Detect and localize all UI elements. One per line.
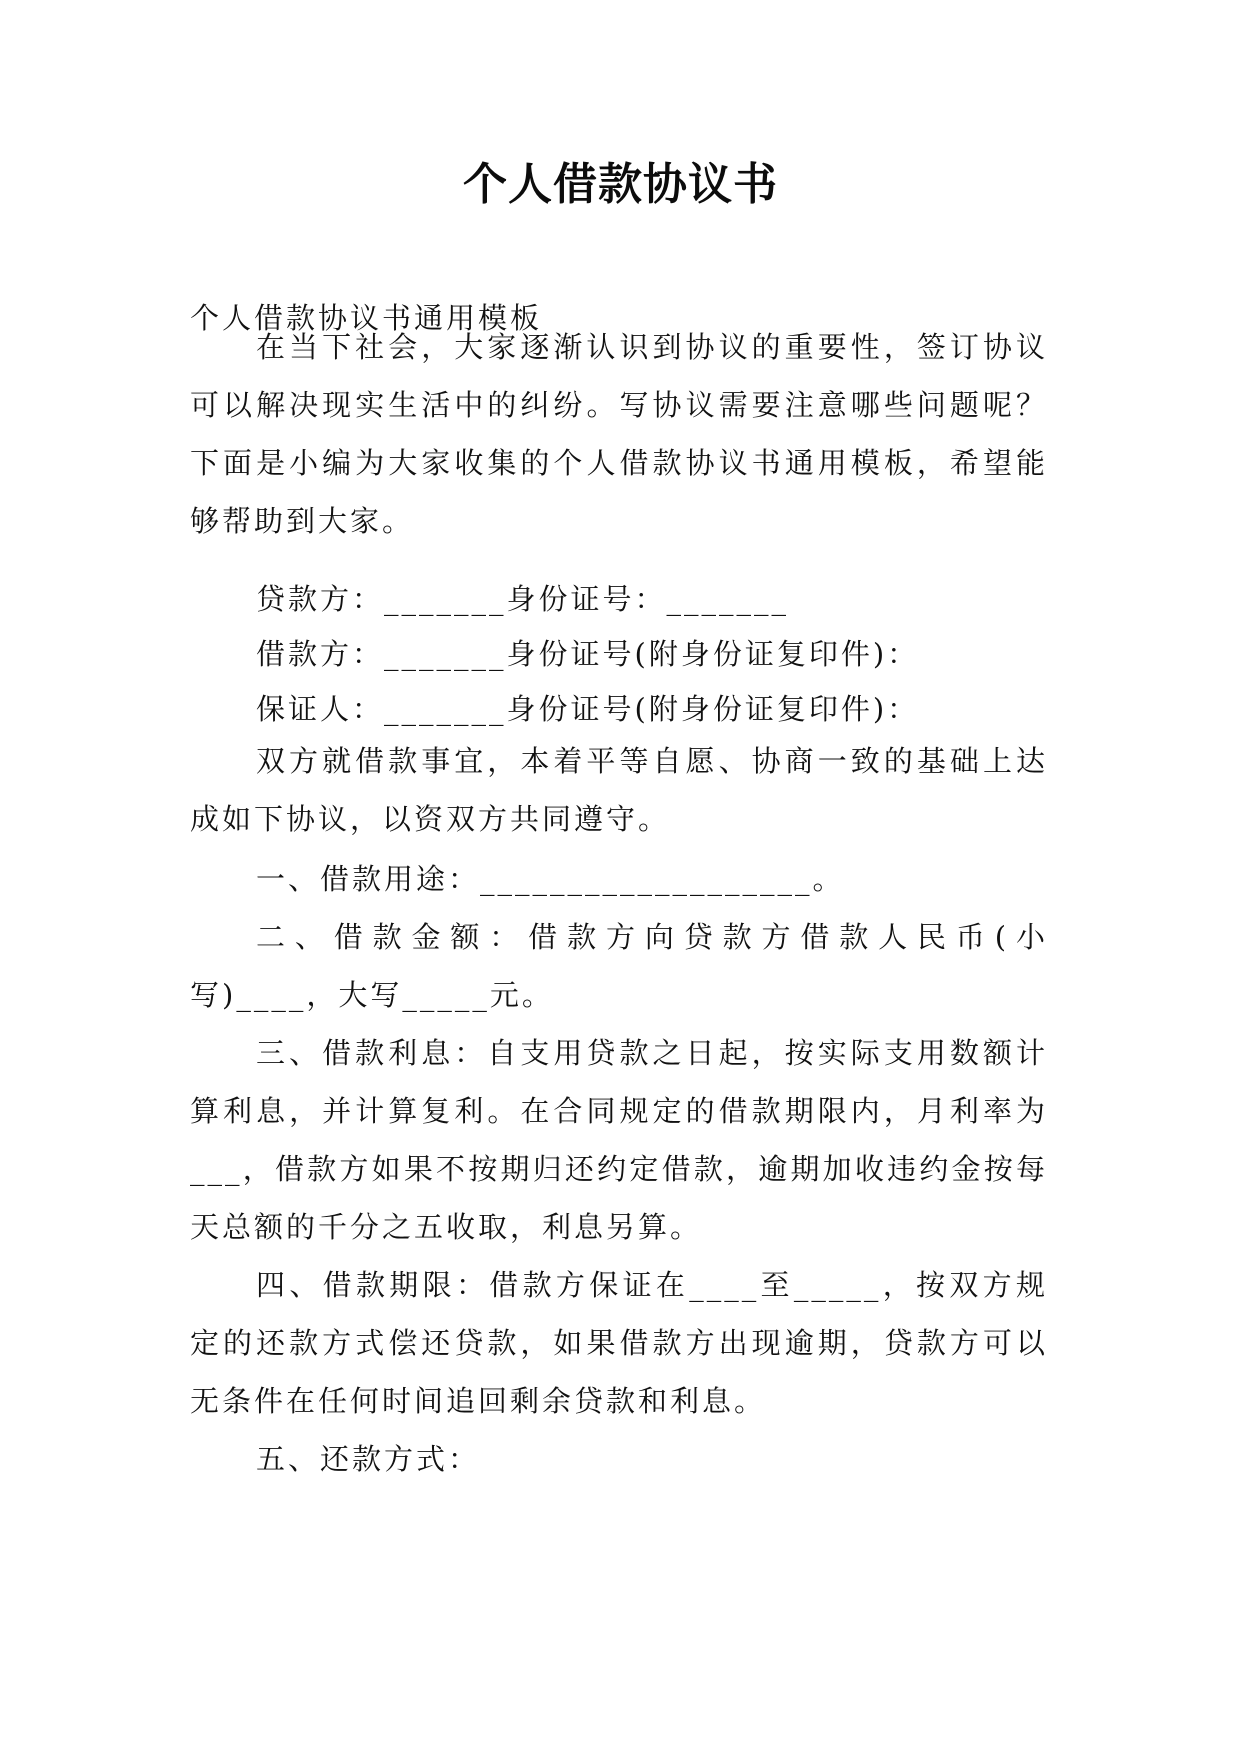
clause-2: 二、借款金额：借款方向贷款方借款人民币(小写)____，大写_____元。 [190,920,1048,1012]
agreement-paragraph: 双方就借款事宜，本着平等自愿、协商一致的基础上达成如下协议，以资双方共同遵守。 [190,744,1048,836]
clause-1: 一、借款用途：___________________。 [256,862,845,896]
clause-4: 四、借款期限：借款方保证在____至_____，按双方规定的还款方式偿还贷款，如果借款方出现逾期，贷款方可以无条件在任何时间追回剩余贷款和利息。 [190,1268,1048,1418]
lender-line: 贷款方：_______身份证号：_______ [256,582,790,616]
document-title: 个人借款协议书 [463,159,778,210]
clause-5: 五、还款方式： [256,1442,481,1476]
clause-3: 三、借款利息：自支用贷款之日起，按实际支用数额计算利息，并计算复利。在合同规定的借款期限内，月利率为___，借款方如果不按期归还约定借款，逾期加收违约金按每天总额的千分之五收取，利息另算。 [190,1036,1048,1244]
borrower-line: 借款方：_______身份证号(附身份证复印件)： [256,637,920,671]
document-subtitle: 个人借款协议书通用模板 [190,301,543,335]
guarantor-line: 保证人：_______身份证号(附身份证复印件)： [256,692,920,726]
intro-paragraph: 在当下社会，大家逐渐认识到协议的重要性，签订协议可以解决现实生活中的纠纷。写协议需要注意哪些问题呢？下面是小编为大家收集的个人借款协议书通用模板，希望能够帮助到大家。 [190,330,1048,538]
